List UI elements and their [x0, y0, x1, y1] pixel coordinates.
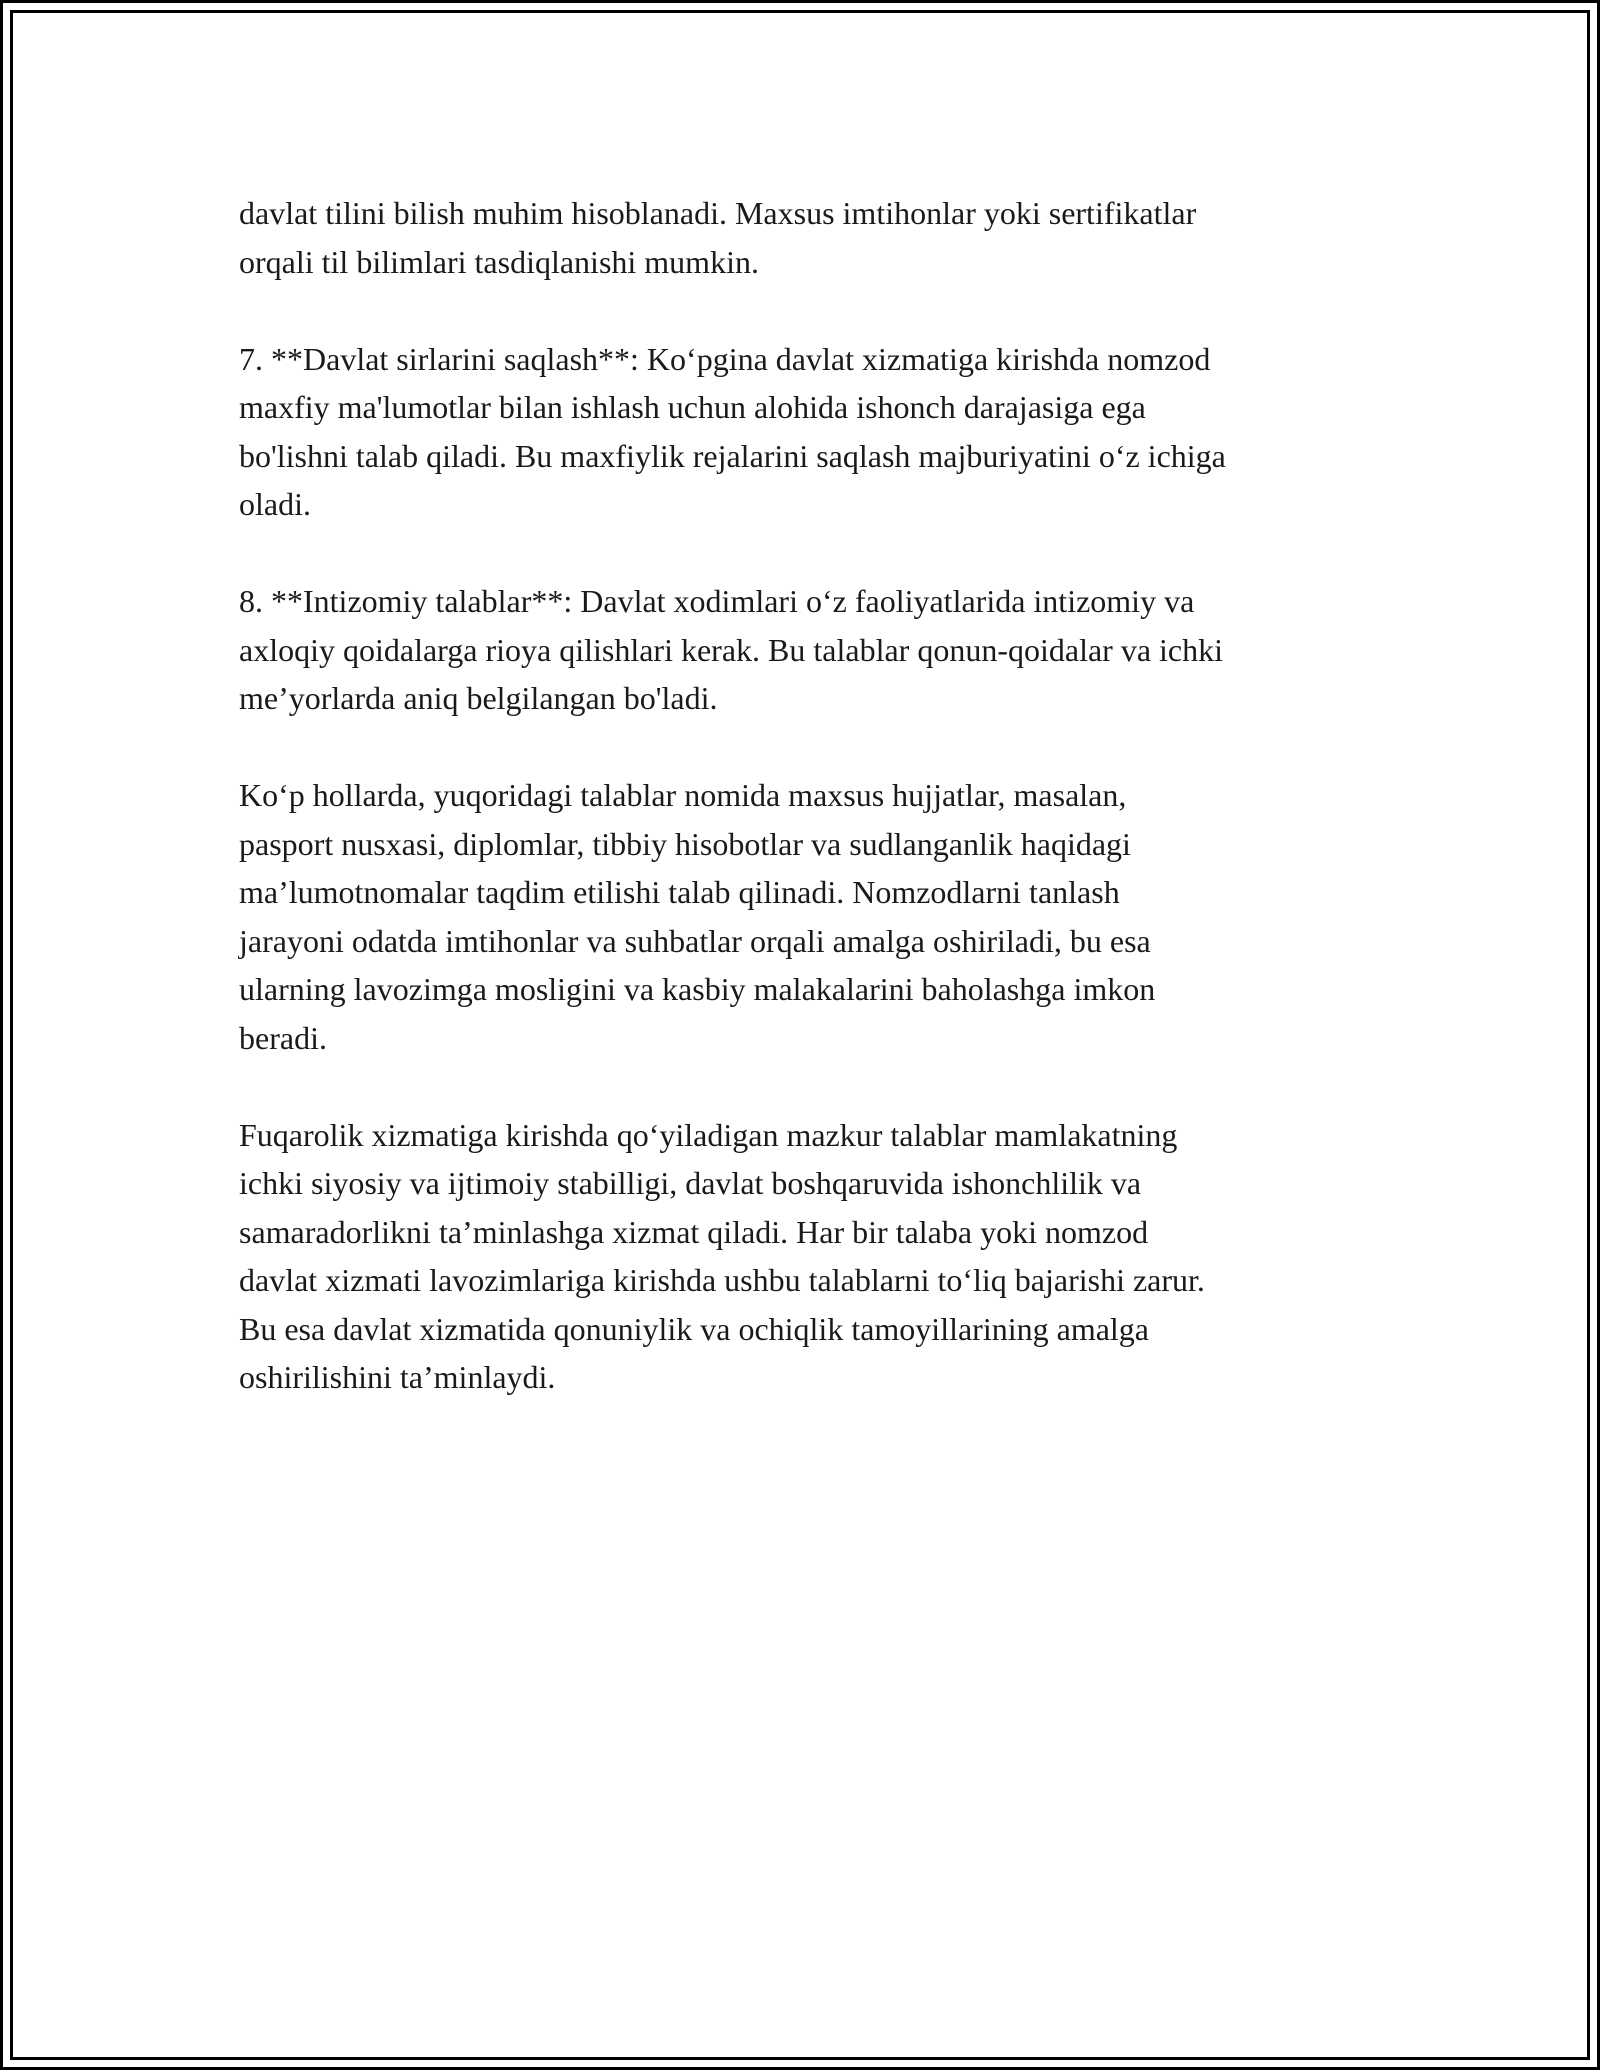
- paragraph-conclusion: Fuqarolik xizmatiga kirishda qo‘yiladigan mazkur talablar mamlakatning ichki siyosiy va ijtimoiy stabilligi, davlat boshqaruvida ishonchlilik va samaradorlikni ta’minlashga xizmat qiladi. Har bir talaba yoki nomzod davlat xizmati lavozimlariga kirishda ushbu talablarni to‘liq bajarishi zarur. Bu esa davlat xizmatida qonuniylik va ochiqlik tamoyillarining amalga oshirilishini ta’minlaydi.: [239, 1116, 1205, 1395]
- paragraph-required-documents: Ko‘p hollarda, yuqoridagi talablar nomida maxsus hujjatlar, masalan, pasport nusxasi, diplomlar, tibbiy hisobotlar va sudlanganlik haqidagi ma’lumotnomalar taqdim etilishi talab qilinadi. Nomzodlarni tanlash jarayoni odatda imtihonlar va suhbatlar orqali amalga oshiriladi, bu esa ularning lavozimga mosligini va kasbiy malakalarini baholashga imkon beradi.: [239, 777, 1156, 1056]
- paragraph-state-secrets: 7. **Davlat sirlarini saqlash**: Ko‘pgina davlat xizmatiga kirishda nomzod maxfiy ma'lumotlar bilan ishlash uchun alohida ishonch darajasiga ega bo'lishni talab qiladi. Bu maxfiylik rejalarini saqlash majburiyatini o‘z ichiga oladi.: [239, 340, 1226, 522]
- paragraph-language-requirement: davlat tilini bilish muhim hisoblanadi. Maxsus imtihonlar yoki sertifikatlar orqali til bilimlari tasdiqlanishi mumkin.: [239, 195, 1197, 280]
- paragraph-disciplinary-requirements: 8. **Intizomiy talablar**: Davlat xodimlari o‘z faoliyatlarida intizomiy va axloqiy qoidalarga rioya qilishlari kerak. Bu talablar qonun-qoidalar va ichki me’yorlarda aniq belgilangan bo'ladi.: [239, 583, 1223, 716]
- document-body: [239, 189, 1399, 1450]
